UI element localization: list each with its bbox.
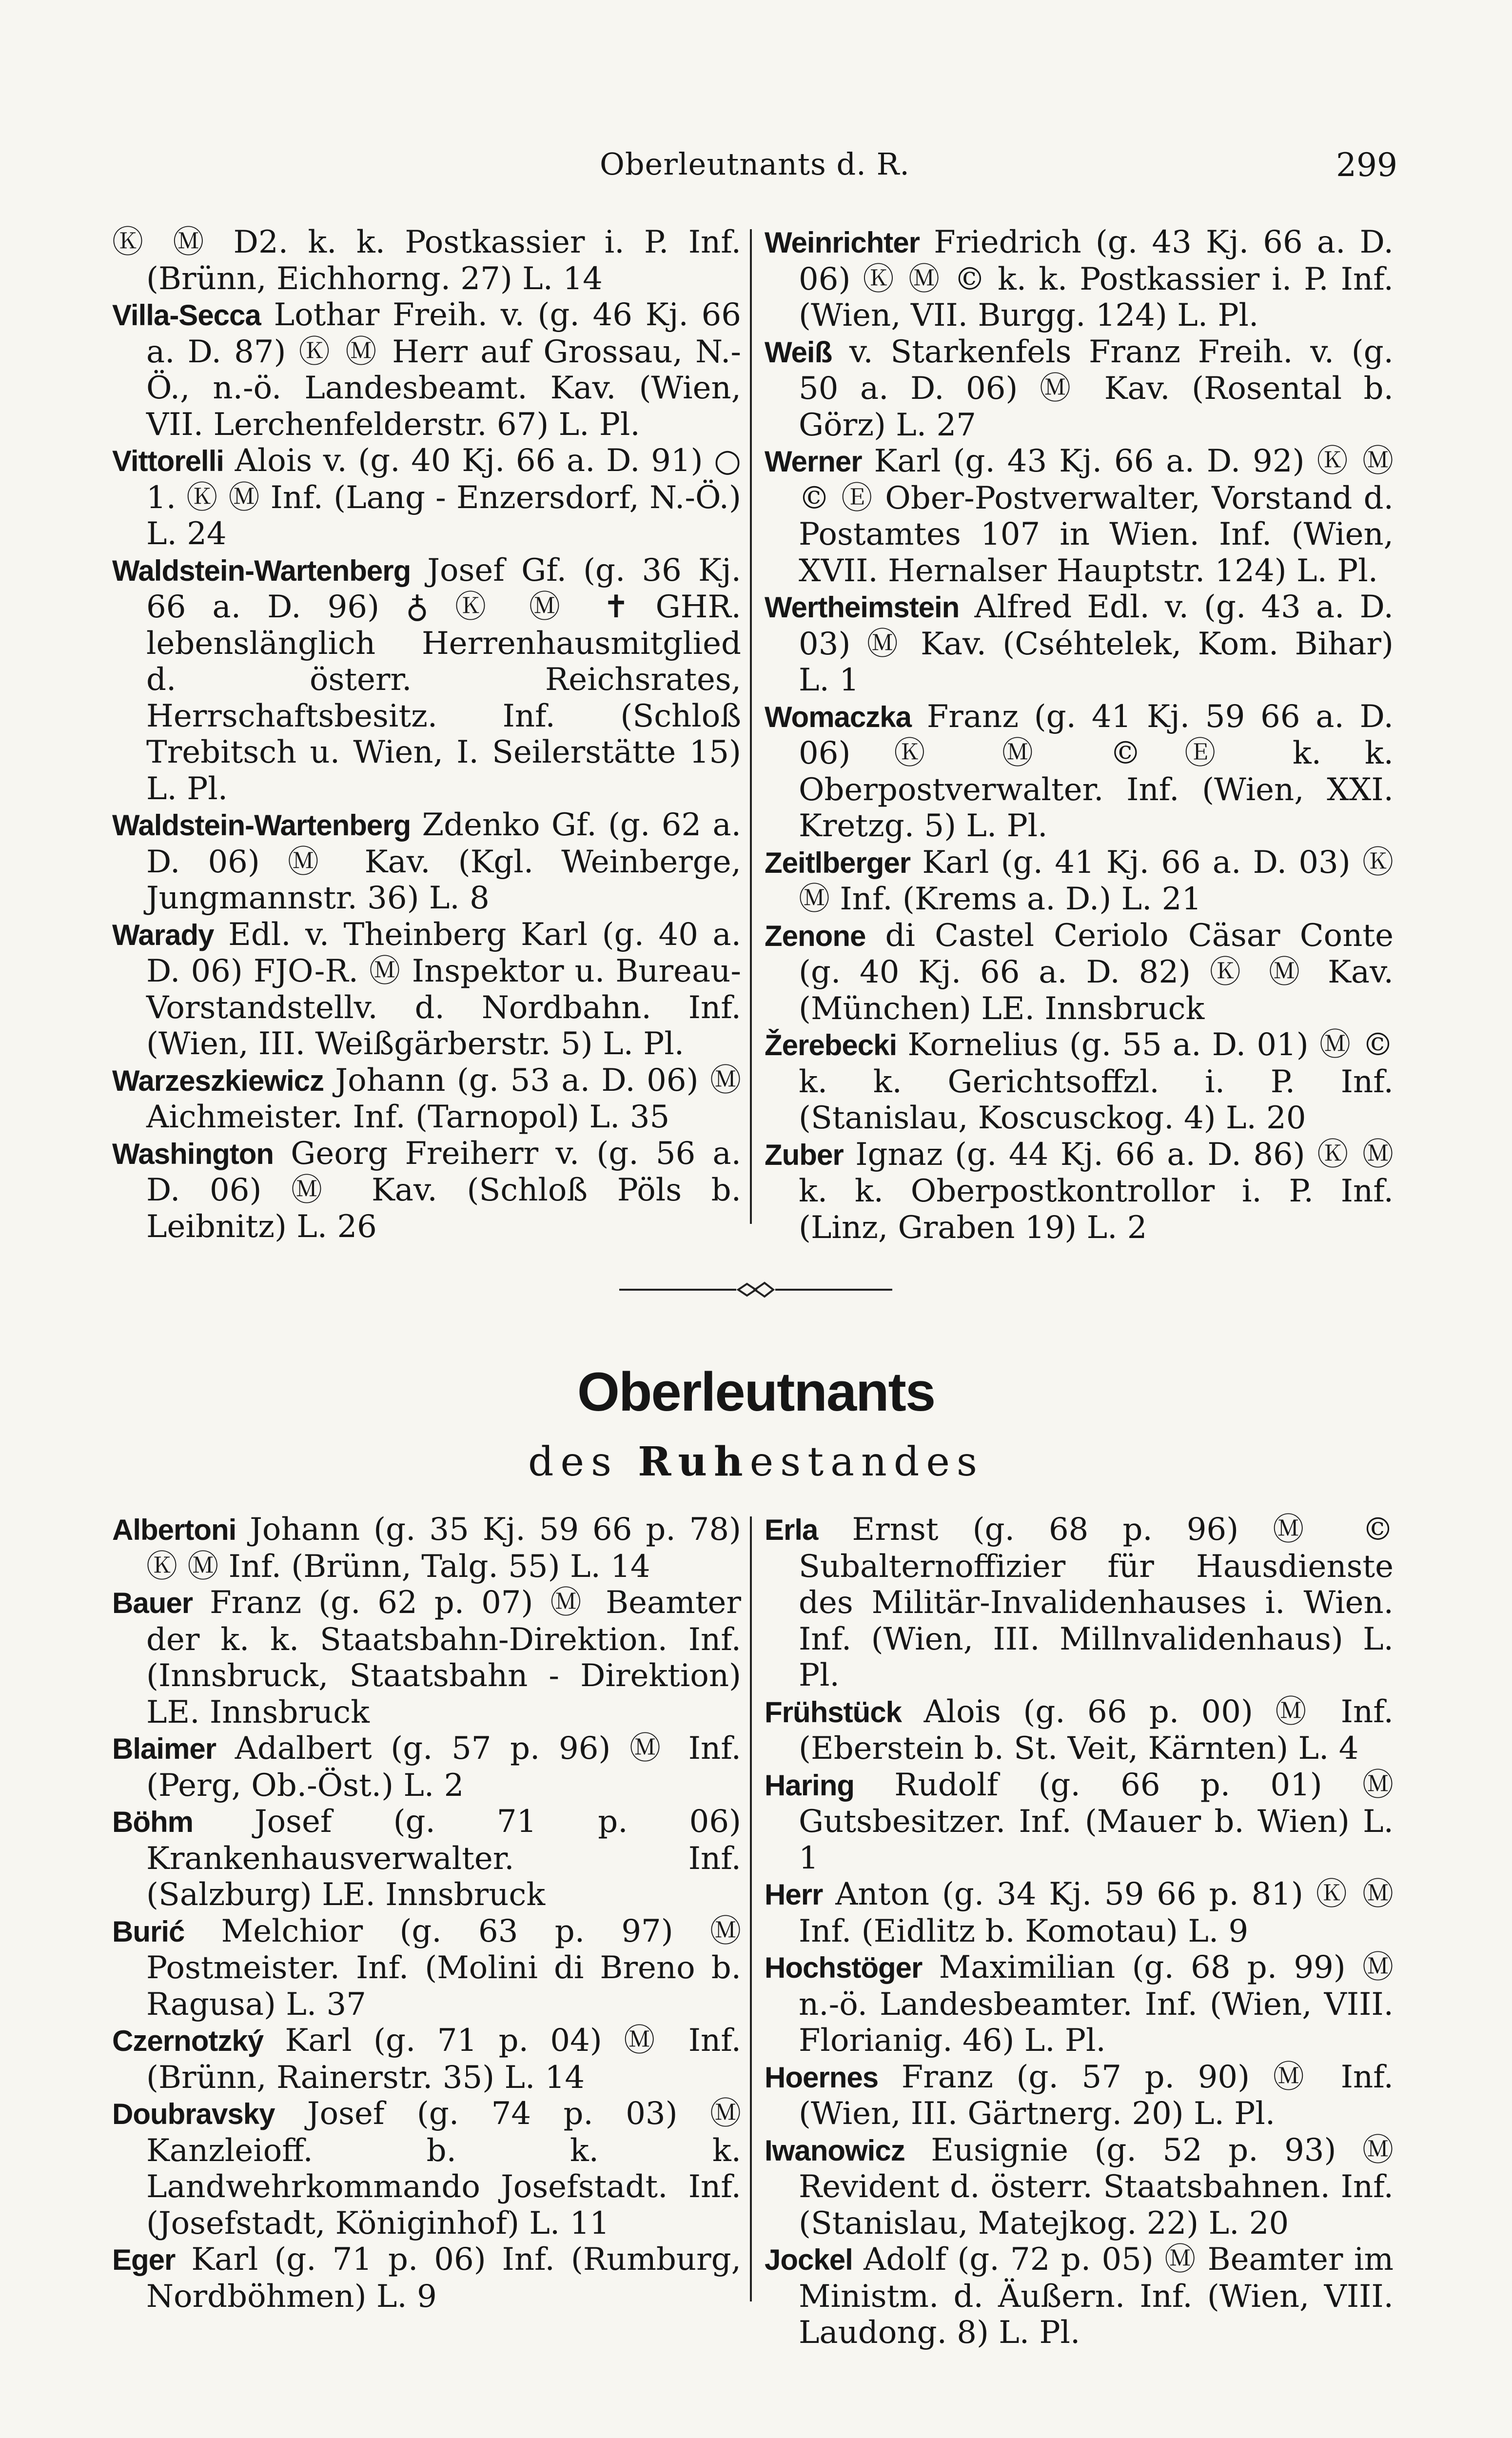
entry-text: Johann (g. 35 Kj. 59 66 p. 78) Ⓚ Ⓜ Inf. (Brünn, Talg. 55) L. 14	[146, 1512, 742, 1585]
entry-name: Jockel	[765, 2243, 853, 2276]
directory-entry	[112, 1913, 741, 2023]
directory-entry	[765, 699, 1394, 845]
directory-entry	[112, 1136, 741, 1245]
directory-entry	[765, 2241, 1394, 2351]
directory-entry	[765, 443, 1394, 589]
ornament-divider	[619, 1280, 892, 1299]
entry-text: Alois v. (g. 40 Kj. 66 a. D. 91) ○ 1. Ⓚ Ⓜ Inf. (Lang - Enzersdorf, N.-Ö.) L. 24	[146, 443, 742, 552]
entry-name: Zuber	[765, 1138, 844, 1171]
entry-text: Melchior (g. 63 p. 97) Ⓜ Postmeister. Inf. (Molini di Breno b. Ragusa) L. 37	[146, 1913, 742, 2023]
entry-name: Zenone	[765, 919, 866, 952]
entry-name: Womaczka	[765, 700, 912, 733]
entry-name: Herr	[765, 1878, 823, 1911]
entry-text: Ⓚ Ⓜ D2. k. k. Postkassier i. P. Inf. (Brünn, Eichhorng. 27) L. 14	[112, 224, 741, 297]
top-right-column	[765, 224, 1394, 1246]
entry-text: Alfred Edl. v. (g. 43 a. D. 03) Ⓜ Kav. (Cséhtelek, Kom. Bihar) L. 1	[799, 589, 1394, 698]
directory-entry	[765, 1767, 1394, 1877]
subtitle-prefix: des	[528, 1439, 638, 1485]
entry-name: Haring	[765, 1769, 855, 1802]
section-title: Oberleutnants	[577, 1361, 935, 1422]
entry-name: Eger	[112, 2243, 176, 2276]
entry-name: Žerebecki	[765, 1029, 897, 1062]
entry-text: Josef Gf. (g. 36 Kj. 66 a. D. 96) ♁ Ⓚ Ⓜ ✝ GHR. lebenslänglich Herrenhausmitglied d. österr. Reichsrates, Herrschaftsbesitz. Inf. (Schloß Trebitsch u. Wien, I. Seilerstätte 15) L. Pl.	[146, 552, 741, 807]
entry-text: Ernst (g. 68 p. 96) Ⓜ © Subalternoffizier für Hausdienste des Militär-Invalidenhauses i. Wien. Inf. (Wien, III. Millnvalidenhaus) L. Pl.	[799, 1512, 1394, 1693]
directory-entry	[112, 2241, 741, 2315]
entry-text: Franz (g. 41 Kj. 59 66 a. D. 06) Ⓚ Ⓜ © Ⓔ k. k. Oberpostverwalter. Inf. (Wien, XXI. Kretzg. 5) L. Pl.	[799, 698, 1394, 844]
directory-entry	[765, 1512, 1394, 1694]
entry-text: Adalbert (g. 57 p. 96) Ⓜ Inf. (Perg, Ob.-Öst.) L. 2	[146, 1730, 742, 1804]
directory-entry	[765, 918, 1394, 1027]
entry-text: Franz (g. 62 p. 07) Ⓜ Beamter der k. k. Staatsbahn-Direktion. Inf. (Innsbruck, Staatsbahn - Direktion) LE. Innsbruck	[146, 1585, 742, 1730]
entry-name: Warady	[112, 918, 214, 951]
directory-entry	[112, 1730, 741, 1804]
entry-name: Böhm	[112, 1806, 193, 1838]
entry-name: Vittorelli	[112, 445, 224, 477]
entry-name: Waldstein-Wartenberg	[112, 554, 411, 587]
entry-text: Karl (g. 71 p. 04) Ⓜ Inf. (Brünn, Rainerstr. 35) L. 14	[146, 2023, 742, 2096]
entry-name: Weinrichter	[765, 226, 920, 259]
entry-name: Burić	[112, 1915, 185, 1948]
bottom-left-column	[112, 1512, 741, 2315]
directory-entry	[112, 1512, 741, 1585]
entry-name: Washington	[112, 1137, 274, 1170]
entry-text: Karl (g. 41 Kj. 66 a. D. 03) Ⓚ Ⓜ Inf. (Krems a. D.) L. 21	[799, 844, 1394, 917]
directory-entry	[112, 1585, 741, 1730]
directory-entry	[765, 1949, 1394, 2059]
entry-name: Doubravsky	[112, 2098, 275, 2130]
directory-entry	[112, 2023, 741, 2096]
entry-text: Karl (g. 71 p. 06) Inf. (Rumburg, Nordböhmen) L. 9	[146, 2241, 742, 2315]
directory-entry	[765, 1876, 1394, 1949]
entry-name: Hoernes	[765, 2061, 879, 2094]
top-left-column	[112, 224, 741, 1245]
entry-text: v. Starkenfels Franz Freih. v. (g. 50 a. D. 06) Ⓜ Kav. (Rosental b. Görz) L. 27	[799, 334, 1394, 443]
entry-name: Warzeszkiewicz	[112, 1064, 324, 1097]
entry-text: Josef (g. 71 p. 06) Krankenhausverwalter. Inf. (Salzburg) LE. Innsbruck	[146, 1804, 742, 1913]
entry-text: Kornelius (g. 55 a. D. 01) Ⓜ © k. k. Gerichtsoffzl. i. P. Inf. (Stanislau, Koscusckog. 4) L. 20	[799, 1027, 1394, 1136]
entry-text: Johann (g. 53 a. D. 06) Ⓜ Aichmeister. Inf. (Tarnopol) L. 35	[146, 1062, 742, 1135]
directory-entry	[765, 845, 1394, 918]
entry-name: Albertoni	[112, 1514, 236, 1546]
directory-entry	[765, 1137, 1394, 1246]
directory-entry	[112, 224, 741, 297]
column-divider-bottom	[750, 1516, 752, 2301]
directory-entry	[765, 2059, 1394, 2132]
entry-text: di Castel Ceriolo Cäsar Conte (g. 40 Kj. 66 a. D. 82) Ⓚ Ⓜ Kav. (München) LE. Innsbruck	[799, 917, 1394, 1027]
directory-entry	[112, 552, 741, 807]
entry-text: Anton (g. 34 Kj. 59 66 p. 81) Ⓚ Ⓜ Inf. (Eidlitz b. Komotau) L. 9	[799, 1876, 1394, 1949]
directory-entry	[112, 807, 741, 917]
entry-text: Adolf (g. 72 p. 05) Ⓜ Beamter im Ministm. d. Äußern. Inf. (Wien, VIII. Laudong. 8) L. Pl.	[799, 2241, 1394, 2351]
column-divider-top	[750, 229, 752, 1224]
entry-name: Weiß	[765, 335, 832, 369]
entry-name: Villa-Secca	[112, 299, 261, 332]
entry-name: Werner	[765, 445, 862, 478]
page-number: 299	[1336, 146, 1397, 184]
directory-entry	[112, 1062, 741, 1136]
directory-entry	[765, 1027, 1394, 1137]
directory-entry	[112, 297, 741, 443]
entry-text: Maximilian (g. 68 p. 99) Ⓜ n.-ö. Landesbeamter. Inf. (Wien, VIII. Florianig. 46) L. Pl.	[799, 1949, 1394, 2059]
entry-text: Rudolf (g. 66 p. 01) Ⓜ Gutsbesitzer. Inf. (Mauer b. Wien) L. 1	[799, 1767, 1394, 1876]
directory-entry	[765, 1694, 1394, 1767]
directory-entry	[765, 2132, 1394, 2242]
bottom-right-column	[765, 1512, 1394, 2351]
directory-entry	[112, 917, 741, 1062]
entry-name: Hochstöger	[765, 1951, 923, 1984]
entry-name: Erla	[765, 1514, 818, 1546]
entry-text: Franz (g. 57 p. 90) Ⓜ Inf. (Wien, III. Gärtnerg. 20) L. Pl.	[799, 2059, 1394, 2132]
directory-entry	[112, 1804, 741, 1913]
entry-text: Josef (g. 74 p. 03) Ⓜ Kanzleioff. b. k. k. Landwehrkommando Josefstadt. Inf. (Josefstadt, Königinhof) L. 11	[146, 2096, 742, 2241]
entry-name: Zeitlberger	[765, 846, 911, 879]
entry-text: Eusignie (g. 52 p. 93) Ⓜ Revident d. österr. Staatsbahnen. Inf. (Stanislau, Matejkog. 22) L. 20	[799, 2132, 1394, 2241]
directory-entry	[765, 334, 1394, 444]
entry-name: Frühstück	[765, 1695, 902, 1729]
subtitle-bold: Ruh	[638, 1438, 750, 1485]
running-head: Oberleutnants d. R.	[600, 146, 910, 182]
entry-text: Georg Freiherr v. (g. 56 a. D. 06) Ⓜ Kav. (Schloß Pöls b. Leibnitz) L. 26	[146, 1135, 742, 1245]
entry-text: Lothar Freih. v. (g. 46 Kj. 66 a. D. 87) Ⓚ Ⓜ Herr auf Grossau, N.-Ö., n.-ö. Landesbeamt. Kav. (Wien, VII. Lerchenfelderstr. 67) L. Pl.	[146, 297, 742, 443]
entry-name: Blaimer	[112, 1732, 216, 1765]
section-subtitle	[0, 1438, 1512, 1485]
entry-text: Edl. v. Theinberg Karl (g. 40 a. D. 06) FJO-R. Ⓜ Inspektor u. Bureau-Vorstandstellv. d. Nordbahn. Inf. (Wien, III. Weißgärberstr. 5) L. Pl.	[146, 916, 742, 1062]
subtitle-suffix: estandes	[749, 1439, 984, 1485]
entry-text: Friedrich (g. 43 Kj. 66 a. D. 06) Ⓚ Ⓜ © k. k. Postkassier i. P. Inf. (Wien, VII. Burgg. 124) L. Pl.	[799, 224, 1394, 334]
directory-entry	[765, 589, 1394, 699]
directory-entry	[112, 2096, 741, 2241]
directory-entry	[112, 443, 741, 552]
entry-text: Zdenko Gf. (g. 62 a. D. 06) Ⓜ Kav. (Kgl. Weinberge, Jungmannstr. 36) L. 8	[146, 807, 741, 916]
entry-text: Ignaz (g. 44 Kj. 66 a. D. 86) Ⓚ Ⓜ k. k. Oberpostkontrollor i. P. Inf. (Linz, Graben 19) L. 2	[799, 1136, 1394, 1246]
directory-entry	[765, 224, 1394, 334]
entry-name: Waldstein-Wartenberg	[112, 809, 411, 842]
entry-text: Alois (g. 66 p. 00) Ⓜ Inf. (Eberstein b. St. Veit, Kärnten) L. 4	[799, 1693, 1394, 1767]
entry-name: Bauer	[112, 1587, 193, 1619]
entry-name: Czernotzký	[112, 2025, 264, 2057]
entry-name: Wertheimstein	[765, 591, 960, 624]
entry-text: Karl (g. 43 Kj. 66 a. D. 92) Ⓚ Ⓜ © Ⓔ Ober-Postverwalter, Vorstand d. Postamtes 107 in Wien. Inf. (Wien, XVII. Hernalser Hauptstr. 124) L. Pl.	[799, 443, 1394, 589]
entry-name: Iwanowicz	[765, 2134, 905, 2167]
